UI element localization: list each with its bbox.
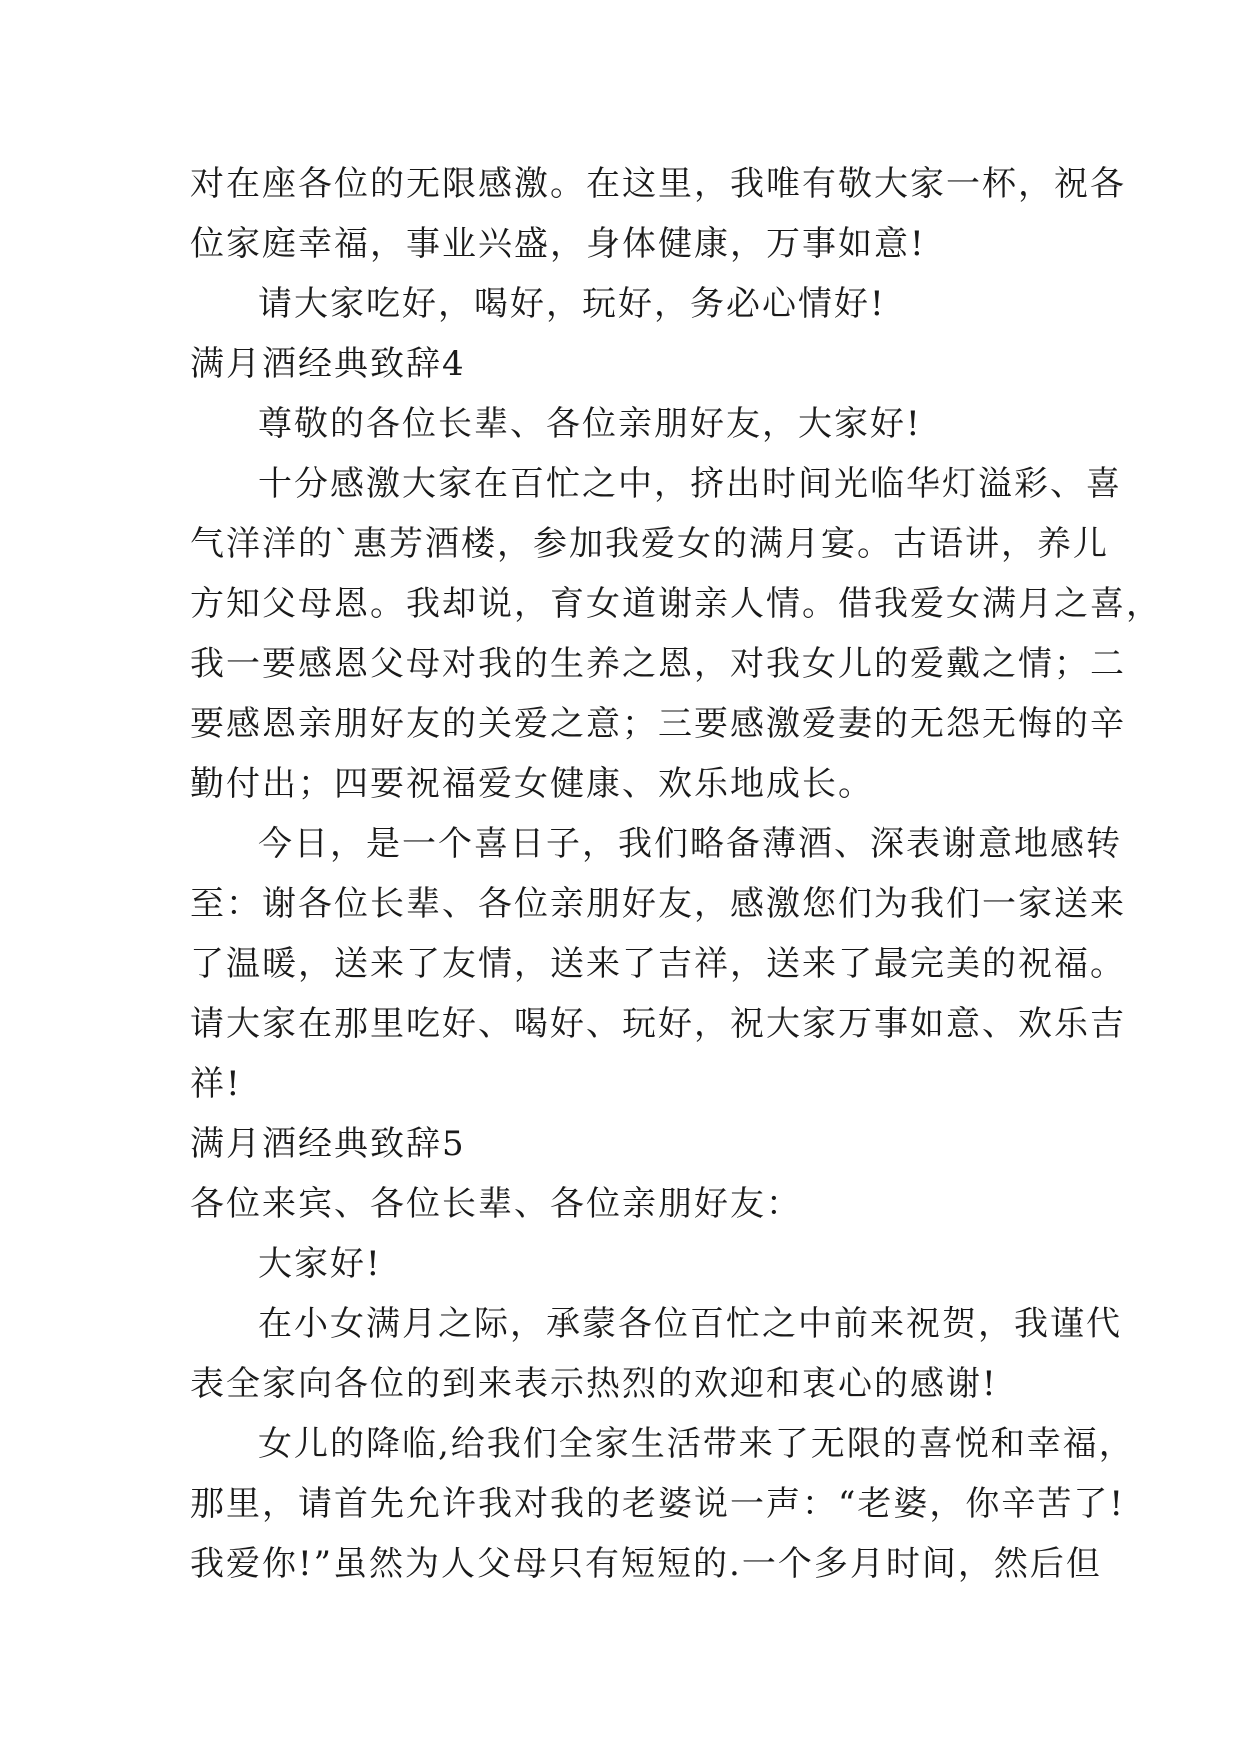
text-line: 在小女满月之际，承蒙各位百忙之中前来祝贺，我谨代 bbox=[258, 1304, 1122, 1344]
text-line: 了温暖，送来了友情，送来了吉祥，送来了最完美的祝福。 bbox=[190, 944, 1126, 984]
text-line: 女儿的降临,给我们全家生活带来了无限的喜悦和幸福， bbox=[258, 1424, 1135, 1464]
text-line: 我爱你!”虽然为人父母只有短短的.一个多月时间，然后但 bbox=[190, 1544, 1102, 1584]
text-line: 请大家吃好，喝好，玩好，务必心情好! bbox=[258, 284, 886, 324]
text-line: 大家好! bbox=[258, 1244, 382, 1284]
section-heading-4: 满月酒经典致辞4 bbox=[190, 344, 466, 384]
text-line: 尊敬的各位长辈、各位亲朋好友，大家好! bbox=[258, 404, 922, 444]
document-body bbox=[190, 154, 1162, 1594]
text-line: 气洋洋的`惠芳酒楼，参加我爱女的满月宴。古语讲，养儿 bbox=[190, 524, 1109, 564]
text-line: 十分感激大家在百忙之中，挤出时间光临华灯溢彩、喜 bbox=[258, 464, 1122, 504]
text-line: 位家庭幸福，事业兴盛，身体健康，万事如意! bbox=[190, 224, 926, 264]
text-line: 至：谢各位长辈、各位亲朋好友，感激您们为我们一家送来 bbox=[190, 884, 1126, 924]
text-line: 祥! bbox=[190, 1064, 242, 1104]
text-line: 那里，请首先允许我对我的老婆说一声：“老婆，你辛苦了! bbox=[190, 1484, 1126, 1524]
text-line: 今日，是一个喜日子，我们略备薄酒、深表谢意地感转 bbox=[258, 824, 1122, 864]
section-heading-5: 满月酒经典致辞5 bbox=[190, 1124, 466, 1164]
text-line: 勤付出；四要祝福爱女健康、欢乐地成长。 bbox=[190, 764, 874, 804]
text-line: 表全家向各位的到来表示热烈的欢迎和衷心的感谢! bbox=[190, 1364, 998, 1404]
text-line: 请大家在那里吃好、喝好、玩好，祝大家万事如意、欢乐吉 bbox=[190, 1004, 1126, 1044]
text-line: 各位来宾、各位长辈、各位亲朋好友： bbox=[190, 1184, 802, 1224]
text-line: 要感恩亲朋好友的关爱之意；三要感激爱妻的无怨无悔的辛 bbox=[190, 704, 1126, 744]
text-line: 方知父母恩。我却说，育女道谢亲人情。借我爱女满月之喜， bbox=[190, 584, 1162, 624]
text-line: 我一要感恩父母对我的生养之恩，对我女儿的爱戴之情；二 bbox=[190, 644, 1126, 684]
text-line: 对在座各位的无限感激。在这里，我唯有敬大家一杯，祝各 bbox=[190, 164, 1126, 204]
